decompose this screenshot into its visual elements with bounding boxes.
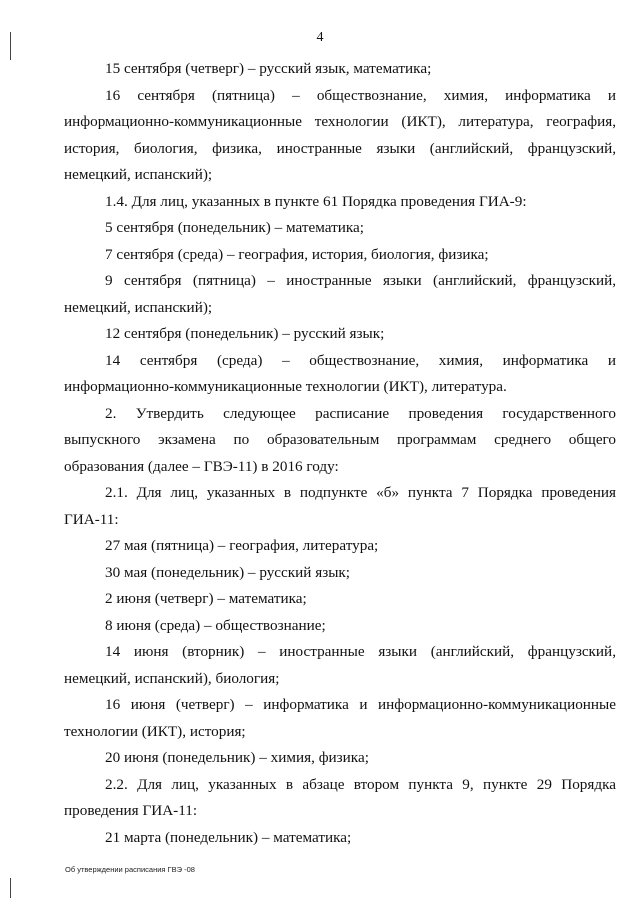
paragraph-section-2-2: 2.2. Для лиц, указанных в абзаце втором пункта 9, пункте 29 Порядка проведения ГИА-11: <box>64 775 616 819</box>
paragraph-jun-20: 20 июня (понедельник) – химия, физика; <box>105 749 369 766</box>
page-number: 4 <box>316 30 324 45</box>
document-footer: Об утверждении расписания ГВЭ -08 <box>65 865 195 874</box>
paragraph-section-2: 2. Утвердить следующее расписание проведения государственного выпускного экзамена по образовательным программам среднего общего образования (далее – ГВЭ-11) в 2016 году: <box>64 404 616 475</box>
paragraph-sep-12: 12 сентября (понедельник) – русский язык; <box>105 325 385 342</box>
document-body <box>64 56 616 851</box>
paragraph-section-1-4: 1.4. Для лиц, указанных в пункте 61 Порядка проведения ГИА-9: <box>105 192 527 210</box>
paragraph-jun-8: 8 июня (среда) – обществознание; <box>105 616 326 634</box>
paragraph-may-30: 30 мая (понедельник) – русский язык; <box>105 563 351 581</box>
paragraph-section-2-1: 2.1. Для лиц, указанных в подпункте «б» пункта 7 Порядка проведения ГИА-11: <box>64 484 616 528</box>
paragraph-jun-14: 14 июня (вторник) – иностранные языки (английский, французский, немецкий, испанский), биология; <box>64 643 616 687</box>
paragraph-jun-2: 2 июня (четверг) – математика; <box>105 590 307 607</box>
paragraph-sep-14: 14 сентября (среда) – обществознание, химия, информатика и информационно-коммуникационные технологии (ИКТ), литература. <box>64 351 616 395</box>
paragraph-jun-16: 16 июня (четверг) – информатика и информационно-коммуникационные технологии (ИКТ), история; <box>64 696 616 740</box>
paragraph-sep-16: 16 сентября (пятница) – обществознание, химия, информатика и информационно-коммуникационные технологии (ИКТ), литература, география, история, биология, физика, иностранные языки (английский, французский, немецкий, испанский); <box>64 86 616 183</box>
paragraph-sep-7: 7 сентября (среда) – география, история, биология, физика; <box>105 245 489 263</box>
paragraph-sep-5: 5 сентября (понедельник) – математика; <box>105 219 364 236</box>
paragraph-may-27: 27 мая (пятница) – география, литература; <box>105 537 379 554</box>
paragraph-sep-15: 15 сентября (четверг) – русский язык, математика; <box>105 60 432 77</box>
paragraph-sep-9: 9 сентября (пятница) – иностранные языки (английский, французский, немецкий, испанский); <box>64 272 616 316</box>
paragraph-mar-21: 21 марта (понедельник) – математика; <box>105 828 352 846</box>
binding-mark-bottom <box>10 878 11 898</box>
